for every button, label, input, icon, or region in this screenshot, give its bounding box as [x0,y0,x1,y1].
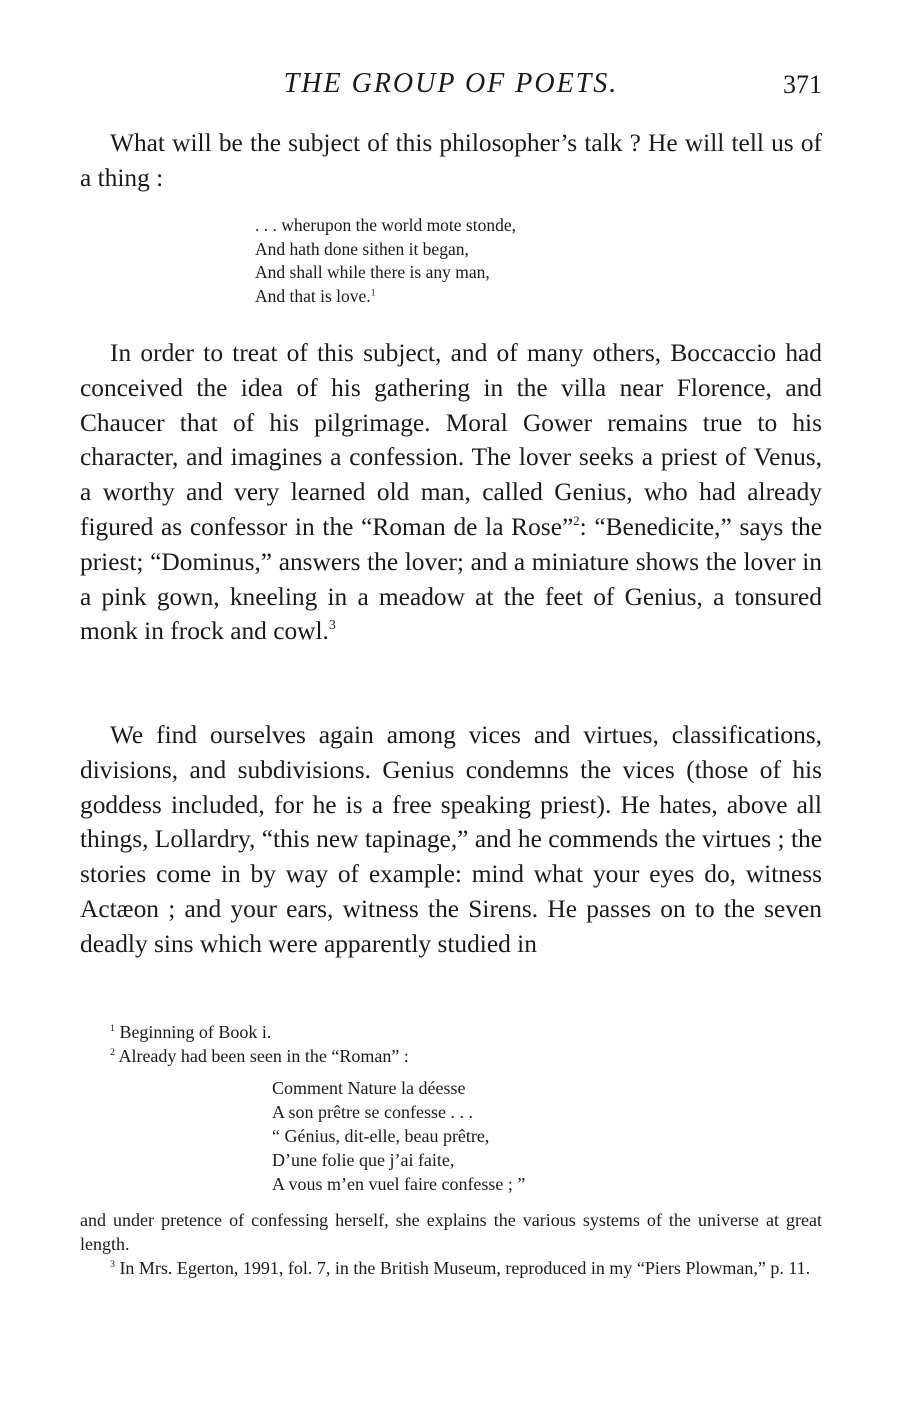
footnote-3-mark: 3 [110,1259,115,1271]
page-header [80,68,822,104]
footnote-3 [80,1256,822,1280]
running-head: THE GROUP OF POETS. [283,68,619,99]
footnote-ref-3: 3 [328,618,336,634]
paragraph-2 [80,336,822,649]
footnote-ref-1: 1 [370,286,376,298]
footnote-verse-line: D’une folie que j’ai faite, [272,1150,455,1170]
verse-line: And hath done sithen it began, [255,238,469,259]
footnotes [80,1020,822,1280]
footnote-ref-2: 2 [573,513,580,528]
footnote-2 [80,1044,822,1068]
footnote-2-continuation: and under pretence of confessing herself, she explains the various systems of the universe at great length. [80,1210,822,1254]
footnote-2-mark: 2 [110,1047,115,1059]
footnote-2-verse [272,1076,822,1196]
verse-line-last [255,285,516,309]
footnote-2-text: Already had been seen in the “Roman” : [118,1046,409,1066]
footnote-1-mark: 1 [110,1023,115,1035]
paragraph-1 [80,126,822,196]
paragraph-3-text: We find ourselves again among vices and virtues, classifications, divisions, and subdivisions. Genius condemns the vices (those of his goddess included, for he is a free speaking priest). He hates, above all things, Lollardry, “this new tapinage,” and he commends the virtues ; the stories come in by way of example: mind what your eyes do, witness Actæon ; and your ears, witness the Sirens. He passes on to the seven deadly sins which were apparently studied in [80,721,822,958]
verse-line-text: And that is love. [255,285,371,306]
footnote-verse-line: Comment Nature la déesse [272,1078,466,1098]
verse-quote [255,214,516,308]
footnote-3-text: In Mrs. Egerton, 1991, fol. 7, in the British Museum, reproduced in my “Piers Plowman,” p. 11. [119,1258,811,1278]
paragraph-1-text: What will be the subject of this philosopher’s talk ? He will tell us of a thing : [80,129,822,192]
verse-line: And shall while there is any man, [255,262,490,282]
footnote-verse-line: “ Génius, dit-elle, beau prêtre, [272,1126,490,1146]
page-number: 371 [783,70,822,99]
verse-line: . . . wherupon the world mote stonde, [255,215,516,235]
paragraph-3 [80,718,822,962]
footnote-verse-line: A vous m’en vuel faire confesse ; ” [272,1174,526,1194]
footnote-verse-line: A son prêtre se confesse . . . [272,1102,473,1122]
paragraph-2-text-b: : “Benedicite,” says the priest; “Dominus,” answers the lover; and a miniature shows the lover in a pink gown, kneeling in a meadow at the feet of Genius, a tonsured monk in frock and cowl. [80,512,822,646]
footnote-1-text: Beginning of Book i. [119,1022,272,1042]
paragraph-2-text-a: In order to treat of this subject, and of many others, Boccaccio had conceived the idea of his gathering in the villa near Florence, and Chaucer that of his pilgrimage. Moral Gower remains true to his character, and imagines a confession. The lover seeks a priest of Venus, a worthy and very learned old man, called Genius, who had already figured as confessor in the “Roman de la Rose” [80,339,822,541]
footnote-1 [80,1020,822,1044]
